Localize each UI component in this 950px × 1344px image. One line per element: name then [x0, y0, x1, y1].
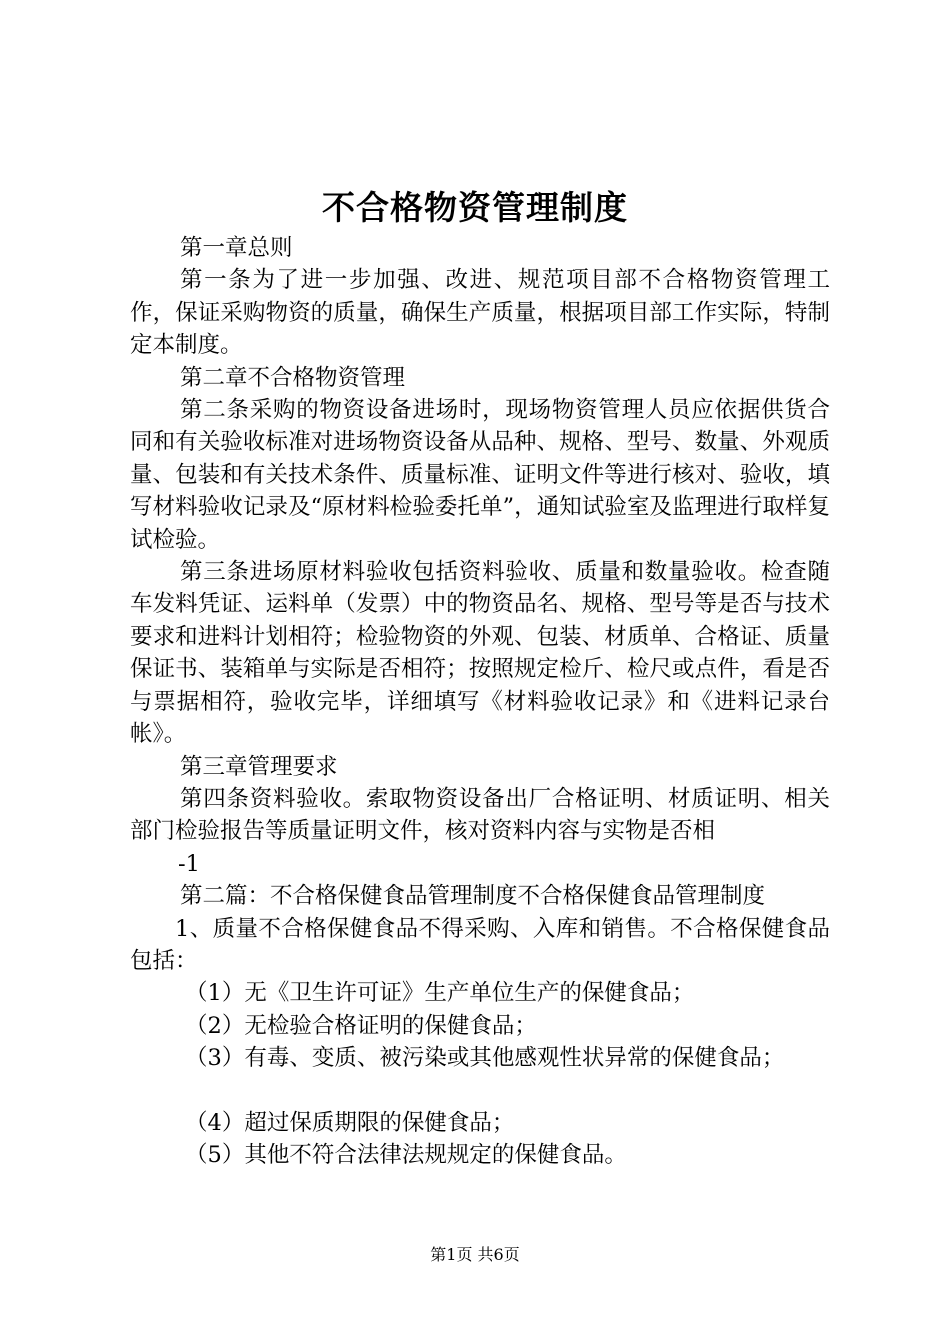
list-item: （5）其他不符合法律法规规定的保健食品。 — [185, 1142, 627, 1169]
page-footer: 第1页 共6页 — [430, 1245, 520, 1264]
article-4: 第四条资料验收。索取物资设备出厂合格证明、材质证明、相关部门检验报告等质量证明文件，核对资料内容与实物是否相 — [130, 785, 830, 845]
document-title: 不合格物资管理制度 — [322, 188, 628, 227]
list-item: （4）超过保质期限的保健食品； — [185, 1109, 515, 1136]
list-item: （1）无《卫生许可证》生产单位生产的保健食品； — [185, 980, 695, 1007]
second-part-intro: 1、质量不合格保健食品不得采购、入库和销售。不合格保健食品包括： — [130, 915, 830, 974]
blank-line — [130, 1075, 830, 1107]
article-2: 第二条采购的物资设备进场时，现场物资管理人员应依据供货合同和有关验收标准对进场物资设备从品种、规格、型号、数量、外观质量、包装和有关技术条件、质量标准、证明文件等进行核对、验收，填写材料验收记录及“原材料检验委托单”，通知试验室及监理进行取样复试检验。 — [130, 397, 830, 553]
chapter-heading-requirements: 第三章管理要求 — [180, 753, 338, 780]
article-1: 第一条为了进一步加强、改进、规范项目部不合格物资管理工作，保证采购物资的质量，确保生产质量，根据项目部工作实际，特制定本制度。 — [130, 267, 830, 359]
list-item: （3）有毒、变质、被污染或其他感观性状异常的保健食品； — [185, 1045, 785, 1072]
document-body — [130, 232, 830, 1172]
article-3: 第三条进场原材料验收包括资料验收、质量和数量验收。检查随车发料凭证、运料单（发票）中的物资品名、规格、型号等是否与技术要求和进料计划相符；检验物资的外观、包装、材质单、合格证、质量保证书、装箱单与实际是否相符；按照规定检斤、检尺或点件，看是否与票据相符，验收完毕，详细填写《材料验收记录》和《进料记录台帐》。 — [130, 559, 830, 748]
page-marker: -1 — [178, 850, 200, 877]
chapter-heading-management: 第二章不合格物资管理 — [180, 364, 406, 391]
list-item: （2）无检验合格证明的保健食品； — [185, 1012, 537, 1039]
chapter-heading-general: 第一章总则 — [180, 235, 293, 261]
second-part-heading: 第二篇：不合格保健食品管理制度不合格保健食品管理制度 — [180, 883, 766, 910]
